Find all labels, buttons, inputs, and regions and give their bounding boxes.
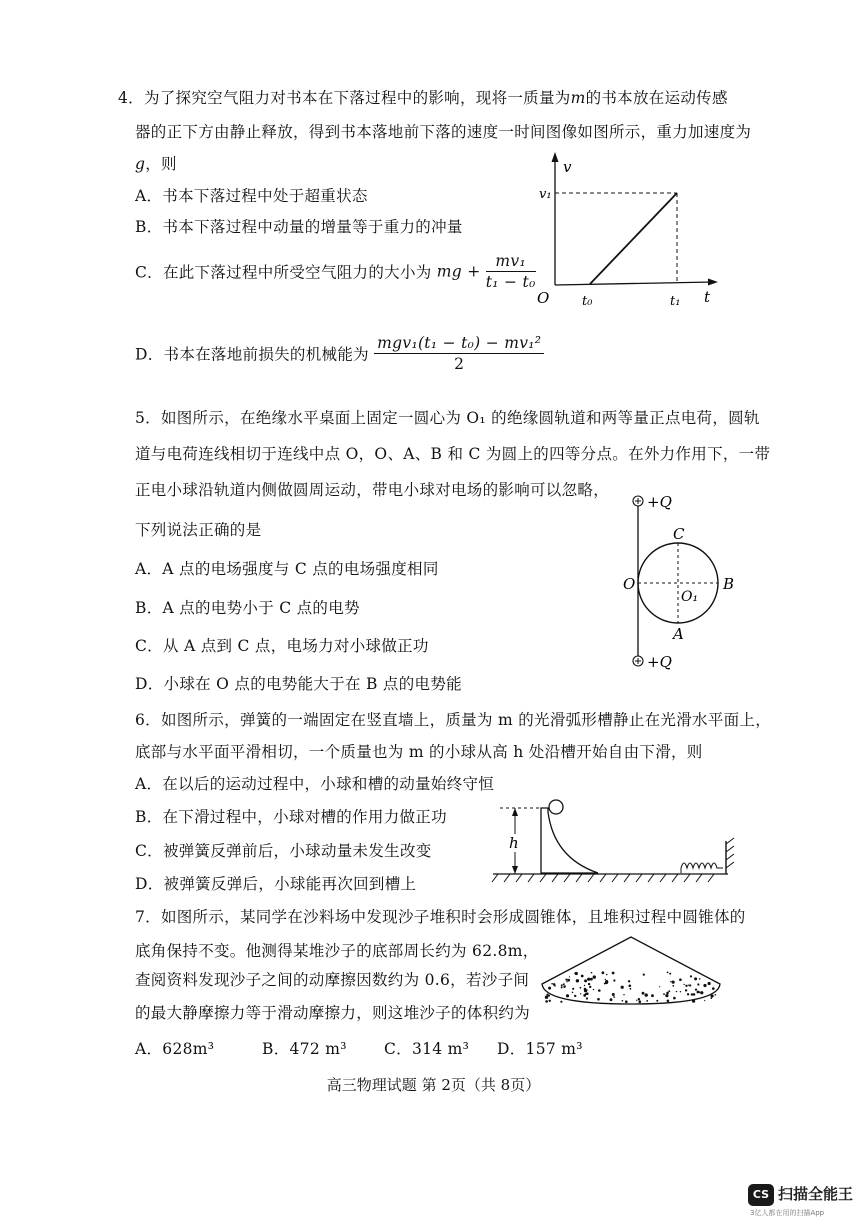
q4-stem-line1: 4．为了探究空气阻力对书本在下落过程中的影响，现将一质量为m的书本放在运动传感 [118,89,728,107]
q4-graph-t-label: t [704,288,711,306]
q5-stem-line1: 5．如图所示，在绝缘水平桌面上固定一圆心为 O₁ 的绝缘圆轨道和两等量正点电荷，圆轨 [135,409,760,427]
q7-option-b: B．472 m³ [262,1040,347,1058]
q7-sand-cone-figure [538,932,728,1014]
q4-graph-t1-label: t₁ [670,294,681,309]
q4-graph-v1-label: v₁ [539,187,552,202]
q7-stem-line2: 底角保持不变。他测得某堆沙子的底部周长约为 62.8m， [135,942,539,960]
q5-point-c-label: C [673,525,685,543]
q5-point-o-label: O [623,575,636,593]
q4-option-d: D．书本在落地前损失的机械能为 $\frac{\text{mgv₁(t₁ − t₀) − mv₁²}}{2}$ [135,334,544,373]
q5-option-b: B．A 点的电势小于 C 点的电势 [135,599,360,617]
q6-stem-line1: 6．如图所示，弹簧的一端固定在竖直墙上，质量为 m 的光滑弧形槽静止在光滑水平面上， [135,711,772,729]
q6-option-a: A．在以后的运动过程中，小球和槽的动量始终守恒 [135,775,495,793]
q4-option-c: C．在此下落过程中所受空气阻力的大小为 mg + $\frac{\text{mv₁}}{\text{t₁ − t₀}}$ [135,252,536,291]
q7-stem-line3: 查阅资料发现沙子之间的动摩擦因数约为 0.6，若沙子间 [135,971,530,989]
q5-stem-line4: 下列说法正确的是 [135,521,262,539]
scanner-logo-icon: CS [748,1184,774,1206]
q6-height-h-label: h [509,834,519,852]
q5-stem-line2: 道与电荷连线相切于连线中点 O，O、A、B 和 C 为圆上的四等分点。在外力作用下，一带 [135,445,771,463]
q4-option-a: A．书本下落过程中处于超重状态 [135,187,368,205]
q7-stem-line1: 7．如图所示，某同学在沙料场中发现沙子堆积时会形成圆锥体，且堆积过程中圆锥体的 [135,908,746,926]
q7-option-c: C．314 m³ [384,1040,470,1058]
q7-stem-line4: 的最大静摩擦力等于滑动摩擦力，则这堆沙子的体积约为 [135,1004,531,1022]
q5-charge-top-label: +Q [647,493,672,511]
q5-point-b-label: B [723,575,735,593]
q4-vt-graph [530,150,730,320]
q6-option-d: D．被弹簧反弹后，小球能再次回到槽上 [135,875,417,893]
q7-option-d: D．157 m³ [497,1040,583,1058]
q4-stem-line3: g，则 [135,155,177,173]
q4-option-b: B．书本下落过程中动量的增量等于重力的冲量 [135,218,463,236]
q6-stem-line2: 底部与水平面平滑相切，一个质量也为 m 的小球从高 h 处沿槽开始自由下滑，则 [135,743,703,761]
scanner-watermark [748,1180,860,1220]
q7-option-a: A．628m³ [135,1040,215,1058]
q5-point-a-label: A [673,625,684,643]
scanner-tagline: 3亿人都在用的扫描App [750,1209,825,1217]
q4-graph-t0-label: t₀ [582,294,593,309]
q4-stem-line2: 器的正下方由静止释放，得到书本落地前下落的速度一时间图像如图所示，重力加速度为 [135,123,752,141]
q5-option-d: D．小球在 O 点的电势能大于在 B 点的电势能 [135,675,462,693]
q5-charge-bottom-label: +Q [647,653,672,671]
q5-option-a: A．A 点的电场强度与 C 点的电场强度相同 [135,560,439,578]
q6-option-b: B．在下滑过程中，小球对槽的作用力做正功 [135,808,447,826]
q6-slide-spring-figure [488,796,748,891]
q4-option-c-fraction: $\frac{\text{mv₁}}{\text{t₁ − t₀}}$ [485,252,536,291]
q4-graph-origin-label: O [537,289,550,307]
q4-graph-v-label: v [563,158,572,176]
scanner-app-name: 扫描全能王 [778,1185,854,1203]
q5-stem-line3: 正电小球沿轨道内侧做圆周运动，带电小球对电场的影响可以忽略， [135,481,610,499]
q5-circle-figure [615,488,755,678]
q6-option-c: C．被弹簧反弹前后，小球动量未发生改变 [135,842,432,860]
page-footer: 高三物理试题 第 2页（共 8页） [326,1076,541,1094]
q5-option-c: C．从 A 点到 C 点，电场力对小球做正功 [135,637,429,655]
q5-center-o1-label: O₁ [681,589,699,605]
q4-option-d-fraction: $\frac{\text{mgv₁(t₁ − t₀) − mv₁²}}{2}$ [374,334,544,373]
